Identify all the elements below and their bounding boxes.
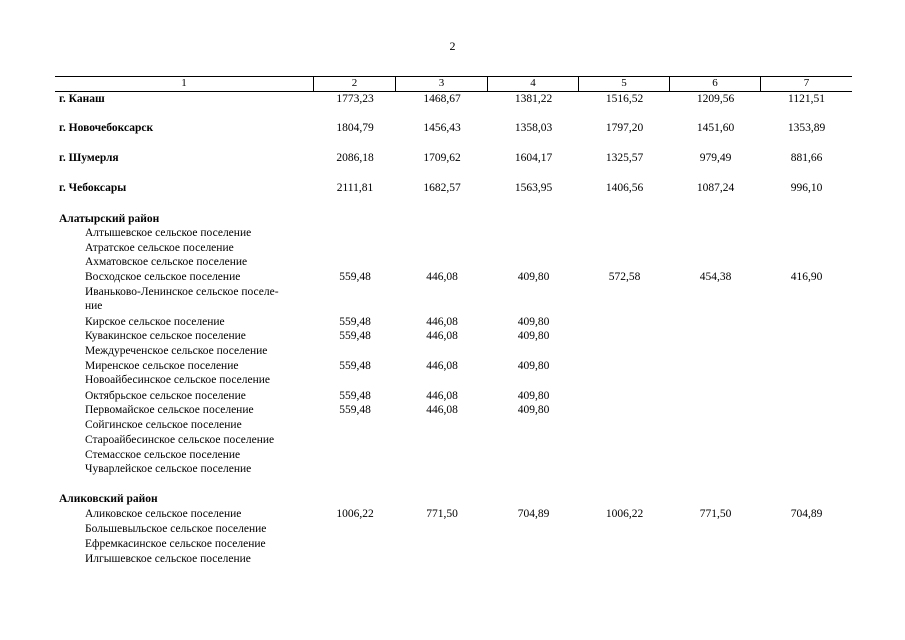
value-col-4 bbox=[488, 226, 579, 241]
row-name: Аликовское сельское поселение bbox=[85, 508, 242, 520]
value-col-7: 1121,51 bbox=[788, 93, 825, 105]
value-col-5 bbox=[579, 389, 670, 404]
value-col-7: 416,90 bbox=[790, 271, 823, 283]
value-col-5: 1325,57 bbox=[605, 152, 644, 164]
value-col-5 bbox=[579, 552, 670, 567]
value-col-5: 572,58 bbox=[608, 271, 641, 283]
table-row bbox=[55, 389, 852, 404]
value-col-3 bbox=[396, 462, 488, 477]
value-col-6: 979,49 bbox=[699, 152, 732, 164]
row-name: Стемасское сельское поселение bbox=[85, 449, 241, 461]
value-col-2 bbox=[314, 522, 396, 537]
value-col-5: 1006,22 bbox=[605, 508, 644, 520]
value-col-6 bbox=[670, 299, 761, 314]
value-col-3: 446,08 bbox=[426, 316, 458, 328]
value-col-6 bbox=[670, 241, 761, 256]
table-row bbox=[55, 299, 852, 314]
value-col-4 bbox=[488, 212, 579, 227]
value-col-2 bbox=[314, 462, 396, 477]
value-col-3 bbox=[396, 226, 488, 241]
value-col-7 bbox=[761, 433, 852, 448]
value-col-3: 446,08 bbox=[426, 271, 458, 283]
value-col-7 bbox=[761, 359, 852, 374]
value-col-2: 1006,22 bbox=[336, 508, 374, 520]
value-col-6 bbox=[670, 329, 761, 344]
table-row bbox=[55, 344, 852, 359]
row-name: Октябрьское сельское поселение bbox=[85, 390, 246, 402]
value-col-5 bbox=[579, 344, 670, 359]
value-col-7 bbox=[761, 285, 852, 300]
value-col-2: 559,48 bbox=[339, 271, 371, 283]
value-col-5 bbox=[579, 212, 670, 227]
value-col-3: 1468,67 bbox=[423, 93, 461, 105]
value-col-6 bbox=[670, 462, 761, 477]
value-col-4 bbox=[488, 241, 579, 256]
value-col-7: 704,89 bbox=[790, 508, 823, 520]
row-name: Алтышевское сельское поселение bbox=[85, 227, 252, 239]
row-name: ние bbox=[85, 300, 103, 312]
row-name: Ефремкасинское сельское поселение bbox=[85, 538, 266, 550]
value-col-7 bbox=[761, 418, 852, 433]
value-col-5 bbox=[579, 315, 670, 330]
row-name: Староайбесинское сельское поселение bbox=[85, 434, 275, 446]
value-col-4: 409,80 bbox=[517, 404, 550, 416]
value-col-2: 1804,79 bbox=[336, 122, 374, 134]
row-name: г. Чебоксары bbox=[59, 182, 127, 194]
value-col-7 bbox=[761, 537, 852, 552]
value-col-5 bbox=[579, 359, 670, 374]
value-col-6 bbox=[670, 448, 761, 463]
row-name: Большевыльское сельское поселение bbox=[85, 523, 267, 535]
value-col-2 bbox=[314, 552, 396, 567]
value-col-5: 1406,56 bbox=[605, 182, 644, 194]
value-col-4: 1381,22 bbox=[514, 93, 553, 105]
table-row bbox=[55, 373, 852, 388]
value-col-2: 559,48 bbox=[339, 330, 371, 342]
row-name: Алатырский район bbox=[59, 213, 160, 225]
value-col-3 bbox=[396, 492, 488, 507]
value-col-4 bbox=[488, 299, 579, 314]
table-row bbox=[55, 359, 852, 374]
table-row bbox=[55, 241, 852, 256]
value-col-6: 1209,56 bbox=[696, 93, 735, 105]
value-col-3 bbox=[396, 552, 488, 567]
value-col-6 bbox=[670, 537, 761, 552]
value-col-4: 409,80 bbox=[517, 390, 550, 402]
value-col-3 bbox=[396, 418, 488, 433]
value-col-3: 1456,43 bbox=[423, 122, 461, 134]
value-col-6: 454,38 bbox=[699, 271, 732, 283]
value-col-3: 1682,57 bbox=[423, 182, 461, 194]
table-row bbox=[55, 462, 852, 477]
value-col-4 bbox=[488, 255, 579, 270]
value-col-2: 1773,23 bbox=[336, 93, 374, 105]
value-col-7 bbox=[761, 492, 852, 507]
table-row bbox=[55, 285, 852, 300]
table-row bbox=[55, 537, 852, 552]
table-row bbox=[55, 522, 852, 537]
value-col-2 bbox=[314, 418, 396, 433]
table-row bbox=[55, 418, 852, 433]
value-col-4 bbox=[488, 462, 579, 477]
value-col-3 bbox=[396, 522, 488, 537]
table-row bbox=[55, 448, 852, 463]
value-col-2 bbox=[314, 492, 396, 507]
row-name: Сойгинское сельское поселение bbox=[85, 419, 242, 431]
value-col-6 bbox=[670, 433, 761, 448]
table-row bbox=[55, 433, 852, 448]
row-name: Илгышевское сельское поселение bbox=[85, 553, 251, 565]
row-name: Первомайское сельское поселение bbox=[85, 404, 254, 416]
value-col-4 bbox=[488, 418, 579, 433]
value-col-6 bbox=[670, 226, 761, 241]
table-row bbox=[55, 226, 852, 241]
value-col-3 bbox=[396, 344, 488, 359]
value-col-2 bbox=[314, 212, 396, 227]
section-row bbox=[55, 151, 852, 166]
column-header-7: 7 bbox=[803, 77, 810, 89]
value-col-7 bbox=[761, 403, 852, 418]
column-header-1: 1 bbox=[55, 77, 314, 91]
value-col-5 bbox=[579, 255, 670, 270]
value-col-4: 409,80 bbox=[517, 271, 550, 283]
value-col-4: 409,80 bbox=[517, 330, 550, 342]
value-col-7 bbox=[761, 448, 852, 463]
section-row bbox=[55, 212, 852, 227]
section-row bbox=[55, 121, 852, 136]
value-col-4: 409,80 bbox=[517, 316, 550, 328]
value-col-7 bbox=[761, 522, 852, 537]
value-col-6 bbox=[670, 373, 761, 388]
value-col-3 bbox=[396, 537, 488, 552]
value-col-2 bbox=[314, 433, 396, 448]
value-col-5 bbox=[579, 241, 670, 256]
value-col-6 bbox=[670, 359, 761, 374]
row-name: Междуреченское сельское поселение bbox=[85, 345, 268, 357]
value-col-5 bbox=[579, 522, 670, 537]
value-col-7 bbox=[761, 255, 852, 270]
value-col-6: 771,50 bbox=[699, 508, 732, 520]
value-col-2 bbox=[314, 226, 396, 241]
value-col-6 bbox=[670, 522, 761, 537]
page-number: 2 bbox=[449, 39, 456, 53]
value-col-7 bbox=[761, 329, 852, 344]
table-row bbox=[55, 315, 852, 330]
table-row bbox=[55, 329, 852, 344]
row-name: г. Канаш bbox=[59, 93, 105, 105]
value-col-2 bbox=[314, 373, 396, 388]
value-col-5 bbox=[579, 433, 670, 448]
value-col-7 bbox=[761, 299, 852, 314]
value-col-2 bbox=[314, 285, 396, 300]
value-col-2 bbox=[314, 537, 396, 552]
value-col-7 bbox=[761, 389, 852, 404]
column-header-5: 5 bbox=[579, 77, 670, 91]
value-col-5 bbox=[579, 492, 670, 507]
row-name: Восходское сельское поселение bbox=[85, 271, 241, 283]
value-col-4 bbox=[488, 537, 579, 552]
value-col-3: 446,08 bbox=[426, 330, 458, 342]
column-header-6: 6 bbox=[670, 77, 761, 91]
value-col-5 bbox=[579, 462, 670, 477]
value-col-6 bbox=[670, 418, 761, 433]
value-col-4 bbox=[488, 433, 579, 448]
column-header-4: 4 bbox=[488, 77, 579, 91]
value-col-4 bbox=[488, 522, 579, 537]
value-col-2 bbox=[314, 448, 396, 463]
value-col-7: 881,66 bbox=[790, 152, 823, 164]
value-col-2: 2086,18 bbox=[336, 152, 374, 164]
value-col-5 bbox=[579, 299, 670, 314]
value-col-4 bbox=[488, 344, 579, 359]
row-name: Кирское сельское поселение bbox=[85, 316, 225, 328]
value-col-7 bbox=[761, 241, 852, 256]
value-col-5: 1797,20 bbox=[605, 122, 644, 134]
value-col-4 bbox=[488, 448, 579, 463]
value-col-3: 1709,62 bbox=[423, 152, 461, 164]
table-header bbox=[55, 76, 852, 92]
value-col-2: 559,48 bbox=[339, 390, 371, 402]
value-col-7 bbox=[761, 226, 852, 241]
value-col-4: 409,80 bbox=[517, 360, 550, 372]
value-col-6: 1087,24 bbox=[696, 182, 735, 194]
value-col-6 bbox=[670, 492, 761, 507]
value-col-4: 1563,95 bbox=[514, 182, 553, 194]
value-col-3 bbox=[396, 433, 488, 448]
value-col-3: 446,08 bbox=[426, 390, 458, 402]
value-col-6 bbox=[670, 344, 761, 359]
value-col-6 bbox=[670, 552, 761, 567]
row-name: Миренское сельское поселение bbox=[85, 360, 239, 372]
row-name: Новоайбесинское сельское поселение bbox=[85, 374, 270, 386]
value-col-4 bbox=[488, 552, 579, 567]
column-header-3: 3 bbox=[396, 77, 488, 91]
table-row bbox=[55, 552, 852, 567]
value-col-6 bbox=[670, 212, 761, 227]
value-col-7: 1353,89 bbox=[787, 122, 826, 134]
value-col-5 bbox=[579, 373, 670, 388]
value-col-6 bbox=[670, 285, 761, 300]
value-col-3: 771,50 bbox=[426, 508, 458, 520]
row-name: г. Шумерля bbox=[59, 152, 119, 164]
value-col-7 bbox=[761, 373, 852, 388]
value-col-7: 996,10 bbox=[790, 182, 823, 194]
table-row bbox=[55, 403, 852, 418]
value-col-3 bbox=[396, 212, 488, 227]
row-name: Ахматовское сельское поселение bbox=[85, 256, 248, 268]
value-col-7 bbox=[761, 315, 852, 330]
table-row bbox=[55, 270, 852, 285]
value-col-7 bbox=[761, 552, 852, 567]
row-name: Атратское сельское поселение bbox=[85, 242, 234, 254]
value-col-6: 1451,60 bbox=[696, 122, 735, 134]
value-col-3: 446,08 bbox=[426, 404, 458, 416]
value-col-6 bbox=[670, 255, 761, 270]
value-col-3 bbox=[396, 373, 488, 388]
value-col-2: 559,48 bbox=[339, 360, 371, 372]
row-name: Иваньково-Ленинское сельское поселе- bbox=[85, 286, 279, 298]
value-col-4 bbox=[488, 285, 579, 300]
value-col-3 bbox=[396, 255, 488, 270]
value-col-2: 559,48 bbox=[339, 404, 371, 416]
value-col-2 bbox=[314, 299, 396, 314]
value-col-2 bbox=[314, 241, 396, 256]
value-col-3 bbox=[396, 285, 488, 300]
row-name: Чуварлейское сельское поселение bbox=[85, 463, 252, 475]
value-col-4: 1358,03 bbox=[514, 122, 553, 134]
value-col-2: 559,48 bbox=[339, 316, 371, 328]
column-header-2: 2 bbox=[314, 77, 396, 91]
value-col-4 bbox=[488, 492, 579, 507]
section-row bbox=[55, 492, 852, 507]
value-col-3 bbox=[396, 448, 488, 463]
value-col-5 bbox=[579, 329, 670, 344]
value-col-5 bbox=[579, 448, 670, 463]
value-col-3 bbox=[396, 241, 488, 256]
value-col-5 bbox=[579, 403, 670, 418]
value-col-2 bbox=[314, 255, 396, 270]
section-row bbox=[55, 92, 852, 107]
value-col-5: 1516,52 bbox=[605, 93, 644, 105]
row-name: г. Новочебоксарск bbox=[59, 122, 154, 134]
table-row bbox=[55, 507, 852, 522]
value-col-5 bbox=[579, 418, 670, 433]
row-name: Кувакинское сельское поселение bbox=[85, 330, 246, 342]
value-col-5 bbox=[579, 537, 670, 552]
value-col-6 bbox=[670, 403, 761, 418]
row-name: Аликовский район bbox=[59, 493, 158, 505]
value-col-6 bbox=[670, 389, 761, 404]
value-col-4: 1604,17 bbox=[514, 152, 553, 164]
section-row bbox=[55, 181, 852, 196]
value-col-4 bbox=[488, 373, 579, 388]
value-col-2 bbox=[314, 344, 396, 359]
table-row bbox=[55, 255, 852, 270]
value-col-3: 446,08 bbox=[426, 360, 458, 372]
value-col-7 bbox=[761, 462, 852, 477]
value-col-2: 2111,81 bbox=[336, 182, 374, 194]
value-col-3 bbox=[396, 299, 488, 314]
value-col-6 bbox=[670, 315, 761, 330]
value-col-7 bbox=[761, 344, 852, 359]
value-col-5 bbox=[579, 285, 670, 300]
value-col-4: 704,89 bbox=[517, 508, 550, 520]
value-col-7 bbox=[761, 212, 852, 227]
value-col-5 bbox=[579, 226, 670, 241]
